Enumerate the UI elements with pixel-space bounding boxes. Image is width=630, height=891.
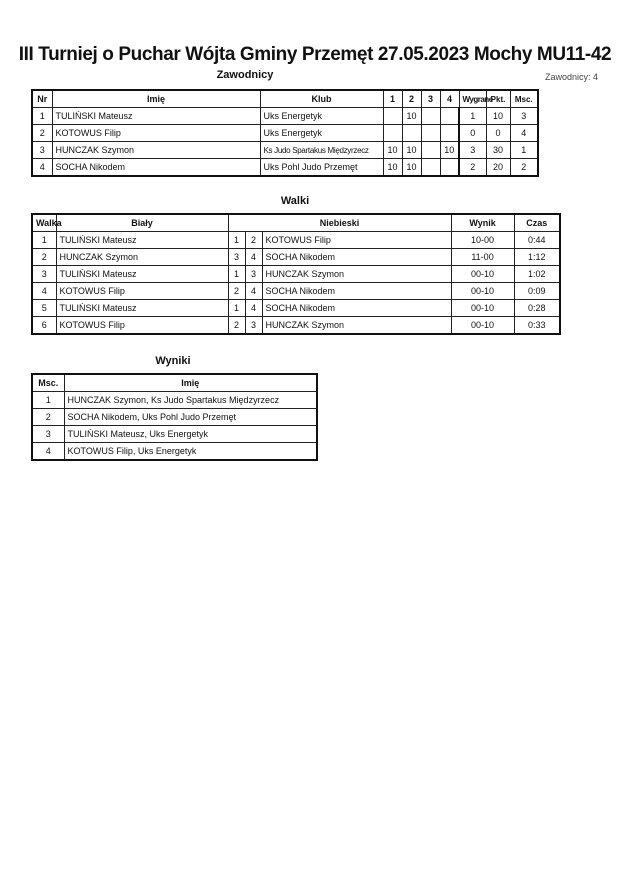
column-header-score-2: 2 — [402, 90, 421, 108]
cell-score-4 — [440, 108, 459, 125]
table-row — [32, 159, 538, 177]
cell-fight-no: 2 — [32, 249, 56, 266]
cell-score-2: 10 — [402, 142, 421, 159]
cell-entry: HUNCZAK Szymon, Ks Judo Spartakus Międzyrzecz — [64, 392, 317, 409]
table-row — [32, 142, 538, 159]
cell-white-nr: 1 — [228, 266, 245, 283]
cell-name: SOCHA Nikodem — [52, 159, 260, 177]
fights-table — [31, 213, 561, 335]
cell-fight-no: 1 — [32, 232, 56, 249]
page-title: III Turniej o Puchar Wójta Gminy Przemęt 27.05.2023 Mochy MU11-42 — [18, 44, 612, 65]
cell-place: 1 — [32, 392, 64, 409]
cell-entry: SOCHA Nikodem, Uks Pohl Judo Przemęt — [64, 409, 317, 426]
cell-score-1: 10 — [383, 142, 402, 159]
cell-blue-nr: 4 — [245, 300, 262, 317]
cell-blue: HUNCZAK Szymon — [262, 266, 451, 283]
cell-fight-no: 3 — [32, 266, 56, 283]
cell-wins: 3 — [459, 142, 486, 159]
cell-points: 30 — [486, 142, 510, 159]
cell-white: TULIŃSKI Mateusz — [56, 300, 228, 317]
column-header-score-1: 1 — [383, 90, 402, 108]
cell-place: 3 — [510, 108, 538, 125]
table-row — [32, 125, 538, 142]
cell-white-nr: 3 — [228, 249, 245, 266]
table-row — [32, 443, 317, 461]
cell-score-3 — [421, 108, 440, 125]
section-title-competitors: Zawodnicy — [216, 69, 274, 81]
cell-white: TULIŃSKI Mateusz — [56, 232, 228, 249]
cell-name: TULIŃSKI Mateusz — [52, 108, 260, 125]
cell-entry: KOTOWUS Filip, Uks Energetyk — [64, 443, 317, 461]
cell-nr: 3 — [32, 142, 52, 159]
cell-blue: SOCHA Nikodem — [262, 249, 451, 266]
cell-score-4 — [440, 159, 459, 177]
cell-score-3 — [421, 125, 440, 142]
column-header-wins: Wygrane — [459, 90, 486, 108]
cell-time: 1:02 — [514, 266, 560, 283]
column-header-name: Imię — [52, 90, 260, 108]
table-row — [32, 426, 317, 443]
cell-points: 20 — [486, 159, 510, 177]
cell-fight-no: 5 — [32, 300, 56, 317]
cell-score-3 — [421, 142, 440, 159]
cell-time: 1:12 — [514, 249, 560, 266]
cell-place: 1 — [510, 142, 538, 159]
cell-blue-nr: 3 — [245, 317, 262, 335]
column-header-fight: Walka — [32, 214, 56, 232]
column-header-score-3: 3 — [421, 90, 440, 108]
column-header-result: Wynik — [451, 214, 514, 232]
cell-score-2: 10 — [402, 108, 421, 125]
cell-white-nr: 2 — [228, 317, 245, 335]
cell-blue: KOTOWUS Filip — [262, 232, 451, 249]
cell-name: KOTOWUS Filip — [52, 125, 260, 142]
cell-blue-nr: 4 — [245, 283, 262, 300]
cell-white-nr: 2 — [228, 283, 245, 300]
column-header-club: Klub — [260, 90, 383, 108]
section-title-fights: Walki — [280, 195, 310, 207]
competitors-count: Zawodnicy: 4 — [545, 72, 599, 82]
cell-score-3 — [421, 159, 440, 177]
cell-nr: 4 — [32, 159, 52, 177]
cell-wins: 2 — [459, 159, 486, 177]
cell-score-2: 10 — [402, 159, 421, 177]
cell-points: 10 — [486, 108, 510, 125]
table-row — [32, 392, 317, 409]
cell-time: 0:28 — [514, 300, 560, 317]
cell-fight-no: 6 — [32, 317, 56, 335]
cell-blue-nr: 3 — [245, 266, 262, 283]
column-header-points: Pkt. — [486, 90, 510, 108]
cell-nr: 1 — [32, 108, 52, 125]
cell-score-1: 10 — [383, 159, 402, 177]
cell-entry: TULIŃSKI Mateusz, Uks Energetyk — [64, 426, 317, 443]
table-row — [32, 232, 560, 249]
cell-blue: HUNCZAK Szymon — [262, 317, 451, 335]
table-row — [32, 266, 560, 283]
cell-score-4: 10 — [440, 142, 459, 159]
cell-name: HUNCZAK Szymon — [52, 142, 260, 159]
cell-time: 0:09 — [514, 283, 560, 300]
cell-score-1 — [383, 108, 402, 125]
cell-wins: 0 — [459, 125, 486, 142]
column-header-nr: Nr — [32, 90, 52, 108]
cell-score-2 — [402, 125, 421, 142]
cell-blue-nr: 4 — [245, 249, 262, 266]
cell-points: 0 — [486, 125, 510, 142]
table-row — [32, 409, 317, 426]
cell-white: TULIŃSKI Mateusz — [56, 266, 228, 283]
column-header-blue: Niebieski — [228, 214, 451, 232]
cell-white: KOTOWUS Filip — [56, 283, 228, 300]
cell-result: 00-10 — [451, 317, 514, 335]
cell-place: 4 — [32, 443, 64, 461]
table-row — [32, 108, 538, 125]
cell-club: Uks Energetyk — [260, 125, 383, 142]
cell-white: HUNCZAK Szymon — [56, 249, 228, 266]
column-header-white: Biały — [56, 214, 228, 232]
cell-blue: SOCHA Nikodem — [262, 300, 451, 317]
table-row — [32, 249, 560, 266]
column-header-place: Msc. — [32, 374, 64, 392]
cell-place: 2 — [32, 409, 64, 426]
cell-time: 0:33 — [514, 317, 560, 335]
column-header-place: Msc. — [510, 90, 538, 108]
cell-result: 00-10 — [451, 283, 514, 300]
cell-club: Uks Energetyk — [260, 108, 383, 125]
competitors-table — [31, 89, 539, 177]
section-title-results: Wyniki — [155, 355, 191, 367]
cell-result: 00-10 — [451, 266, 514, 283]
cell-wins: 1 — [459, 108, 486, 125]
cell-time: 0:44 — [514, 232, 560, 249]
cell-result: 11-00 — [451, 249, 514, 266]
cell-result: 00-10 — [451, 300, 514, 317]
cell-place: 3 — [32, 426, 64, 443]
cell-place: 2 — [510, 159, 538, 177]
cell-white: KOTOWUS Filip — [56, 317, 228, 335]
table-header-row — [32, 90, 538, 108]
cell-white-nr: 1 — [228, 300, 245, 317]
table-header-row — [32, 214, 560, 232]
table-header-row — [32, 374, 317, 392]
column-header-score-4: 4 — [440, 90, 459, 108]
cell-fight-no: 4 — [32, 283, 56, 300]
table-row — [32, 283, 560, 300]
cell-score-4 — [440, 125, 459, 142]
cell-place: 4 — [510, 125, 538, 142]
cell-white-nr: 1 — [228, 232, 245, 249]
cell-result: 10-00 — [451, 232, 514, 249]
cell-club: Uks Pohl Judo Przemęt — [260, 159, 383, 177]
column-header-name: Imię — [64, 374, 317, 392]
cell-club: Ks Judo Spartakus Międzyrzecz — [260, 142, 383, 159]
results-table — [31, 373, 318, 461]
cell-blue: SOCHA Nikodem — [262, 283, 451, 300]
cell-score-1 — [383, 125, 402, 142]
cell-nr: 2 — [32, 125, 52, 142]
cell-blue-nr: 2 — [245, 232, 262, 249]
column-header-time: Czas — [514, 214, 560, 232]
table-row — [32, 300, 560, 317]
table-row — [32, 317, 560, 335]
